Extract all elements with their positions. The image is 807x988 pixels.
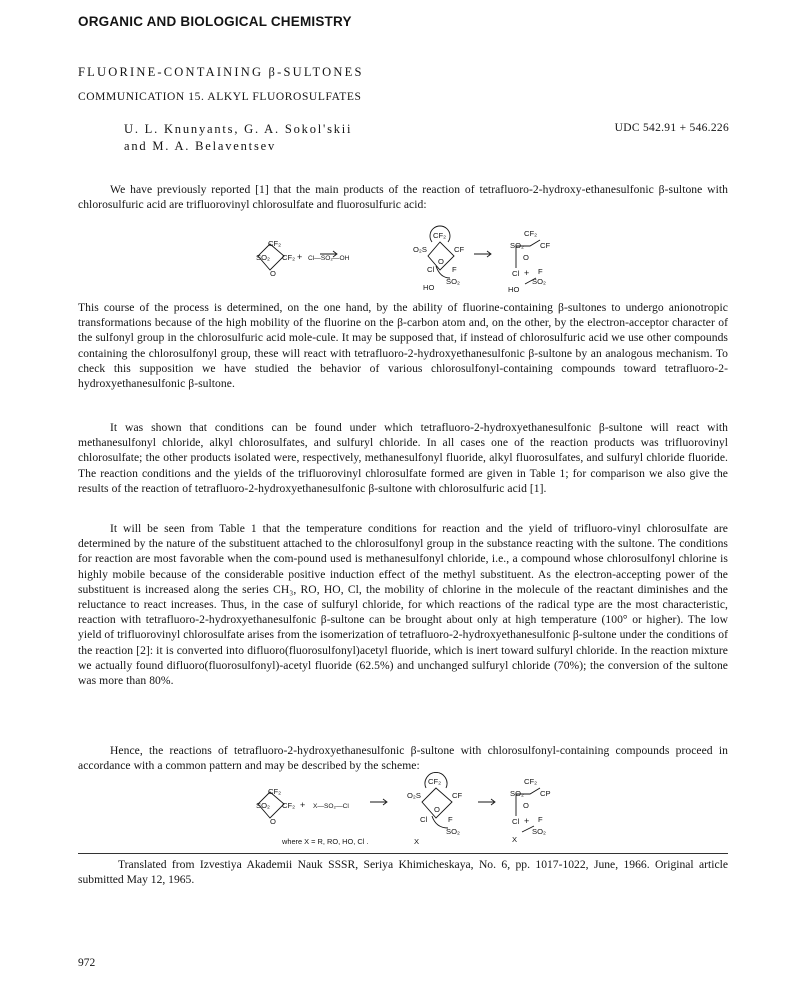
sultone-cf2: CF₂ — [268, 239, 282, 248]
product-x: X — [512, 835, 518, 844]
sultone-so2: SO₂ — [256, 801, 270, 810]
scheme-1-drawing — [0, 224, 807, 298]
product-cp: CP — [540, 789, 551, 798]
article-title: FLUORINE-CONTAINING β-SULTONES — [78, 65, 364, 79]
ring-cl: Cl — [420, 815, 428, 824]
product-so2: SO₂ — [510, 241, 524, 250]
ring-cf: CF — [452, 791, 463, 800]
paragraph-5: Hence, the reactions of tetrafluoro-2-hydroxyethanesulfonic β-sultone with chlorosulfonyl-containing compounds proceed in accordance with a common pattern and may be described by the scheme: — [78, 744, 728, 773]
product-so2-b: SO₂ — [532, 827, 546, 836]
sultone-so2: SO₂ — [256, 253, 270, 262]
reagent: X—SO₂—Cl — [313, 803, 349, 810]
ring-cf: CF — [454, 245, 465, 254]
scheme-plus: + — [300, 800, 306, 810]
product-cl: Cl — [512, 269, 520, 278]
section-header: ORGANIC AND BIOLOGICAL CHEMISTRY — [78, 14, 352, 29]
ring-ho: HO — [423, 283, 435, 292]
product-plus: + — [524, 268, 530, 278]
authors-line-2: and M. A. Belaventsev — [124, 139, 277, 153]
reaction-scheme-2 — [0, 772, 807, 850]
product-so2-b: SO₂ — [532, 277, 546, 286]
ring-f: F — [448, 815, 453, 824]
ring-cl: Cl — [427, 265, 435, 274]
product-o: O — [523, 253, 529, 262]
ring-cf2: CF₂ — [433, 231, 447, 240]
ring-o: O — [434, 805, 440, 814]
ring-o: O — [438, 257, 444, 266]
reaction-arrow-2 — [474, 251, 491, 257]
sultone-o: O — [270, 269, 276, 278]
chlorosulfuric-acid: Cl—SO₂—OH — [308, 255, 350, 262]
scheme-plus: + — [297, 252, 303, 262]
page-number: 972 — [78, 957, 96, 969]
paragraph-3: It was shown that conditions can be found under which tetrafluoro-2-hydroxyethanesulfonic β-sultone will react with methanesulfonyl chloride, alkyl chlorosulfates, and sulfuryl chloride. In all cases one of the reaction products was trifluorovinyl chlorosulfate; the other products isolated were, respectively, methanesulfonyl fluoride, alkyl fluorosulfates, and sulfuryl chloride fluoride. The reaction conditions and the yields of the trifluorovinyl chlorosulfate formed are given in Table 1; for comparison we also give the results of the reaction of tetrafluoro-2-hydroxyethanesulfonic β-sultone with chlorosulfuric acid [1]. — [78, 421, 728, 495]
paragraph-1: We have previously reported [1] that the main products of the reaction of tetrafluoro-2-hydroxy-ethanesulfonic β-sultone with chlorosulfuric acid are trifluorovinyl chlorosulfate and fluorosulfuric acid: — [78, 183, 728, 212]
product-f: F — [538, 267, 543, 276]
ring-o2s: O₂S — [413, 245, 427, 254]
sultone-o: O — [270, 817, 276, 826]
footnote-rule — [78, 853, 728, 854]
ring-o2s: O₂S — [407, 791, 421, 800]
ring-cf2: CF₂ — [428, 777, 442, 786]
product-cf: CF — [540, 241, 551, 250]
product-ho: HO — [508, 285, 520, 294]
ring-f: F — [452, 265, 457, 274]
product-f: F — [538, 815, 543, 824]
sultone-cf2-right: CF₂ — [282, 801, 296, 810]
sultone-cf2-right: CF₂ — [282, 253, 296, 262]
article-subtitle: COMMUNICATION 15. ALKYL FLUOROSULFATES — [78, 91, 362, 103]
reaction-arrow — [370, 799, 387, 805]
reaction-scheme-1 — [0, 224, 807, 298]
product-o: O — [523, 801, 529, 810]
product-cl: Cl — [512, 817, 520, 826]
authors-line-1: U. L. Knunyants, G. A. Sokol'skii — [124, 122, 353, 136]
scheme-where-note: where X = R, RO, HO, Cl . — [282, 837, 369, 846]
udc-code: UDC 542.91 + 546.226 — [614, 122, 729, 134]
product-plus: + — [524, 816, 530, 826]
paragraph-2: This course of the process is determined, on the one hand, by the ability of fluorine-containing β-sultones to undergo anionotropic transformations because of the high mobility of the fluorine on the β-carbon atom and, on the other, by the electron-acceptor character of the sulfonyl group in the chlorosulfuric acid mole-cule. It may be supposed that, if instead of chlorosulfuric acid we use other compounds containing the chlorosulfonyl group, these will react with tetrafluoro-2-hydroxyethanesulfonic β-sultone by an analogous mechanism. To check this supposition we have studied the behavior of various chlorosulfonyl-containing compounds toward tetrafluoro-2-hydroxyethanesulfonic β-sultone. — [78, 301, 728, 391]
reaction-arrow-2 — [478, 799, 495, 805]
sultone-cf2: CF₂ — [268, 787, 282, 796]
authors — [124, 121, 352, 155]
translation-footnote: Translated from Izvestiya Akademii Nauk SSSR, Seriya Khimicheskaya, No. 6, pp. 1017-1022, June, 1966. Original article submitted May 12, 1965. — [78, 858, 728, 887]
scheme-2-drawing — [0, 772, 807, 850]
product-cf2: CF₂ — [524, 777, 538, 786]
product-so2: SO₂ — [510, 789, 524, 798]
ring-x: X — [414, 837, 420, 846]
paragraph-4: It will be seen from Table 1 that the temperature conditions for reaction and the yield of trifluoro-vinyl chlorosulfate are determined by the nature of the substituent attached to the chlorosulfonyl group in the substance reacting with the sultone. The conditions for reaction are most favorable when the com-pound used is methanesulfonyl chloride, i.e., a compound whose chlorosulfonyl chlorine is highly mobile because of the considerable positive induction effect of the methyl substituent. As the electron-accepting power of the substituent is increased along the series CH₃, RO, HO, Cl, the mobility of chlorine in the molecule of the reactant diminishes and the reluctance to react increases. Thus, in the case of sulfuryl chloride, for which reactions of the radical type are the most characteristic, reaction with tetrafluoro-2-hydroxyethanesulfonic β-sultone can be brought about only at high temperature (100° or higher). The low yield of trifluorovinyl chlorosulfate arises from the isomerization of tetrafluoro-2-hydroxyethanesulfonic β-sultone under the conditions of the reaction [2]: it is converted into difluoro(fluorosulfonyl)acetyl fluoride, which is inert toward sulfuryl chloride. In the reaction mixture we actually found difluoro(fluorosulfonyl)-acetyl fluoride (62.5%) and unchanged sulfuryl chloride (70%); the conversion of the sultone was more than 80%. — [78, 522, 728, 688]
ring-so2: SO₂ — [446, 277, 460, 286]
product-cf2: CF₂ — [524, 229, 538, 238]
ring-so2: SO₂ — [446, 827, 460, 836]
